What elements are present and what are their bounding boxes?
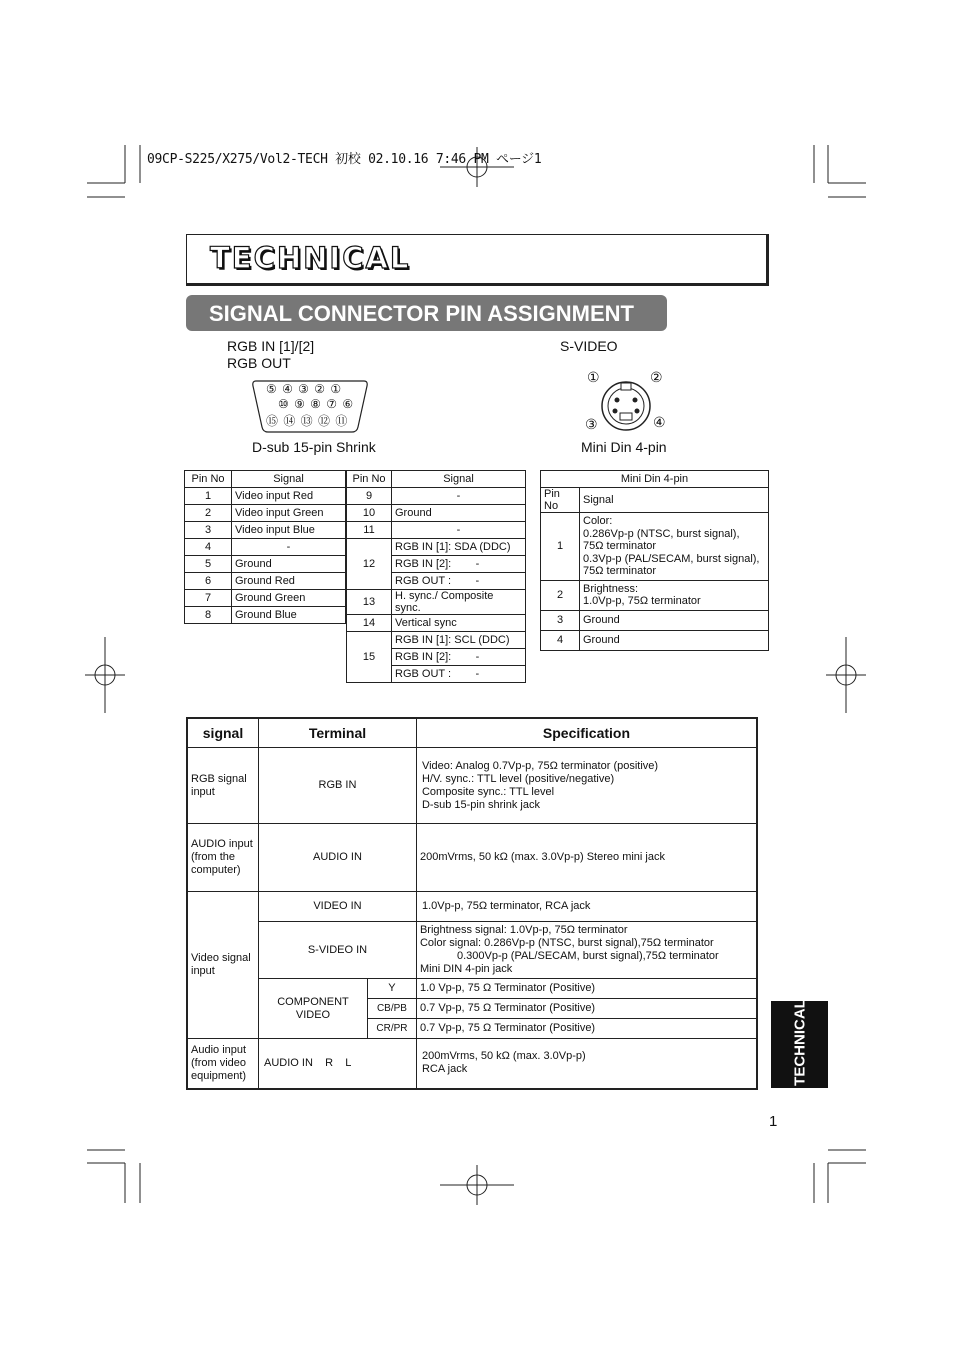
pin-signal-line: Brightness:	[583, 582, 639, 595]
spec-line: D-sub 15-pin shrink jack	[421, 798, 540, 811]
svideo-caption: Mini Din 4-pin	[581, 439, 667, 455]
spec-line: H/V. sync.: TTL level (positive/negative)	[421, 772, 615, 785]
table-row	[185, 556, 346, 573]
dsub-pin-table-left	[184, 470, 346, 624]
table-row	[347, 522, 526, 539]
table-row	[185, 488, 346, 505]
pin-signal: RGB IN [1]: SCL (DDC)	[392, 632, 526, 649]
signal-line: input	[191, 785, 215, 798]
pin-signal: H. sync./ Composite sync.	[392, 590, 526, 615]
pin-signal: Ground	[232, 556, 346, 573]
signal-line: equipment)	[191, 1069, 247, 1082]
table-row	[541, 513, 769, 581]
table-row	[187, 1039, 757, 1089]
pin-number: 3	[541, 610, 580, 630]
table-row	[187, 922, 757, 979]
column-header: Pin No	[347, 471, 392, 488]
signal-line: computer)	[191, 864, 241, 876]
spec-line: Brightness signal: 1.0Vp-p, 75Ω terminator	[419, 924, 628, 936]
pin-number: 7	[185, 590, 232, 607]
table-row	[347, 590, 526, 615]
table-row	[347, 632, 526, 649]
table-row	[187, 824, 757, 892]
table-row	[347, 539, 526, 556]
pin-signal: Video input Blue	[232, 522, 346, 539]
side-tab	[771, 1001, 828, 1088]
pin-number: 4	[185, 539, 232, 556]
spec-cell: 1.0Vp-p, 75Ω terminator, RCA jack	[416, 892, 757, 922]
pin-number: 5	[185, 556, 232, 573]
table-row	[185, 607, 346, 624]
pin-number: 6	[185, 573, 232, 590]
pin-number: 13	[347, 590, 392, 615]
table-row	[185, 522, 346, 539]
pin-signal: Video input Green	[232, 505, 346, 522]
table-header-row	[347, 471, 526, 488]
column-header: Pin No	[541, 488, 580, 513]
pin-signal: RGB IN [2]: -	[392, 649, 526, 666]
terminal-line: COMPONENT	[277, 995, 349, 1008]
svideo-pin-2: ②	[650, 369, 663, 385]
signal-line: AUDIO input	[191, 838, 253, 850]
spec-line: Composite sync.: TTL level	[421, 785, 555, 798]
signal-line: input	[191, 965, 215, 977]
pin-signal: -	[392, 522, 526, 539]
pin-signal-line: 75Ω terminator	[583, 565, 657, 577]
pin-signal-line: 75Ω terminator	[583, 540, 657, 552]
table-row	[347, 488, 526, 505]
pin-number: 4	[541, 630, 580, 650]
table-row	[541, 630, 769, 650]
mini-din-connector-icon	[600, 380, 652, 432]
terminal-cell: AUDIO IN	[259, 824, 417, 892]
column-header: Signal	[232, 471, 346, 488]
table-row	[185, 539, 346, 556]
spec-line: 0.300Vp-p (PAL/SECAM, burst signal),75Ω terminator	[456, 950, 719, 962]
pin-number: 2	[185, 505, 232, 522]
dsub-label-1: RGB IN [1]/[2]	[227, 338, 315, 354]
pin-number: 10	[347, 505, 392, 522]
spec-line: Mini DIN 4-pin jack	[419, 963, 513, 975]
pin-number: 12	[347, 539, 392, 590]
table-header-row	[541, 488, 769, 513]
dsub-caption: D-sub 15-pin Shrink	[252, 439, 376, 455]
pin-signal: Vertical sync	[392, 615, 526, 632]
print-header: 09CP-S225/X275/Vol2-TECH 初校 02.10.16 7:46 PM ページ1	[147, 152, 542, 167]
svideo-label: S-VIDEO	[560, 338, 618, 354]
pin-number: 1	[185, 488, 232, 505]
spec-cell: 0.7 Vp-p, 75 Ω Terminator (Positive)	[416, 1019, 757, 1039]
terminal-cell: AUDIO IN R L	[259, 1039, 417, 1089]
spec-cell: 1.0 Vp-p, 75 Ω Terminator (Positive)	[416, 979, 757, 999]
pin-signal: -	[232, 539, 346, 556]
table-header-row	[185, 471, 346, 488]
table-row	[187, 748, 757, 824]
column-header: Signal	[392, 471, 526, 488]
pin-number: 11	[347, 522, 392, 539]
dsub-pins-row1: ⑤ ④ ③ ② ①	[266, 382, 343, 396]
spec-line: Video: Analog 0.7Vp-p, 75Ω terminator (positive)	[421, 759, 659, 772]
table-row	[185, 505, 346, 522]
pin-signal: Ground Blue	[232, 607, 346, 624]
section-heading	[186, 295, 667, 331]
dsub-pins-row3: ⑮ ⑭ ⑬ ⑫ ⑪	[266, 414, 349, 428]
pin-signal: Video input Red	[232, 488, 346, 505]
signal-line: Video signal	[191, 952, 251, 964]
component-cb: CB/PB	[367, 999, 416, 1019]
column-header: signal	[187, 718, 259, 748]
column-header: Signal	[580, 488, 769, 513]
column-header: Pin No	[185, 471, 232, 488]
svideo-pin-3: ③	[585, 416, 598, 432]
pin-signal: Ground	[580, 610, 769, 630]
dsub-pins-row2: ⑩ ⑨ ⑧ ⑦ ⑥	[278, 397, 355, 411]
signal-line: RGB signal	[191, 772, 247, 785]
page-title: TECHNICAL	[210, 241, 411, 275]
table-title: Mini Din 4-pin	[541, 471, 769, 488]
pin-signal-line: 1.0Vp-p, 75Ω terminator	[583, 595, 701, 607]
table-row	[347, 505, 526, 522]
title-box	[186, 234, 769, 286]
pin-number: 9	[347, 488, 392, 505]
spec-cell: 200mVrms, 50 kΩ (max. 3.0Vp-p) Stereo mini jack	[416, 824, 757, 892]
pin-signal-line: Color:	[583, 515, 613, 527]
side-tab-label: TECHNICAL	[791, 999, 809, 1086]
table-row	[541, 610, 769, 630]
spec-cell: 0.7 Vp-p, 75 Ω Terminator (Positive)	[416, 999, 757, 1019]
pin-number: 8	[185, 607, 232, 624]
signal-line: (from the	[191, 851, 236, 863]
pin-number: 15	[347, 632, 392, 683]
table-row	[185, 590, 346, 607]
table-row	[187, 892, 757, 922]
table-row	[541, 580, 769, 610]
signal-line: Audio input	[191, 1043, 247, 1056]
svideo-pin-1: ①	[587, 369, 600, 385]
spec-line: Color signal: 0.286Vp-p (NTSC, burst signal),75Ω terminator	[419, 937, 714, 949]
dsub-label-2: RGB OUT	[227, 355, 291, 371]
pin-signal: RGB OUT : -	[392, 573, 526, 590]
terminal-line: VIDEO	[295, 1008, 331, 1021]
section-title: SIGNAL CONNECTOR PIN ASSIGNMENT	[209, 301, 634, 326]
spec-line: 200mVrms, 50 kΩ (max. 3.0Vp-p)	[421, 1050, 586, 1063]
spec-line: RCA jack	[421, 1063, 468, 1076]
table-row	[347, 615, 526, 632]
column-header: Specification	[416, 718, 757, 748]
pin-number: 1	[541, 513, 580, 581]
pin-signal: RGB OUT : -	[392, 666, 526, 683]
pin-signal: Ground	[580, 630, 769, 650]
column-header: Terminal	[259, 718, 417, 748]
pin-number: 2	[541, 580, 580, 610]
dsub-pin-table-right	[346, 470, 526, 683]
table-row	[185, 573, 346, 590]
pin-signal: Ground Red	[232, 573, 346, 590]
pin-signal: RGB IN [1]: SDA (DDC)	[392, 539, 526, 556]
pin-number: 14	[347, 615, 392, 632]
pin-signal-line: 0.286Vp-p (NTSC, burst signal),	[583, 527, 740, 540]
terminal-cell: RGB IN	[259, 748, 417, 824]
signal-line: (from video	[191, 1056, 247, 1069]
spec-table	[186, 717, 758, 1090]
table-row	[187, 979, 757, 999]
table-header-row	[187, 718, 757, 748]
pin-signal: Ground Green	[232, 590, 346, 607]
svideo-pin-4: ④	[653, 414, 666, 430]
page-number: 1	[769, 1113, 778, 1130]
pin-signal: -	[392, 488, 526, 505]
terminal-cell: S-VIDEO IN	[259, 922, 417, 979]
pin-signal: Ground	[392, 505, 526, 522]
pin-signal: RGB IN [2]: -	[392, 556, 526, 573]
pin-number: 3	[185, 522, 232, 539]
table-title-row	[541, 471, 769, 488]
component-cr: CR/PR	[367, 1019, 416, 1039]
terminal-cell: VIDEO IN	[259, 892, 417, 922]
component-y: Y	[367, 979, 416, 999]
mini-din-pin-table	[540, 470, 769, 651]
pin-signal-line: 0.3Vp-p (PAL/SECAM, burst signal),	[583, 552, 760, 565]
